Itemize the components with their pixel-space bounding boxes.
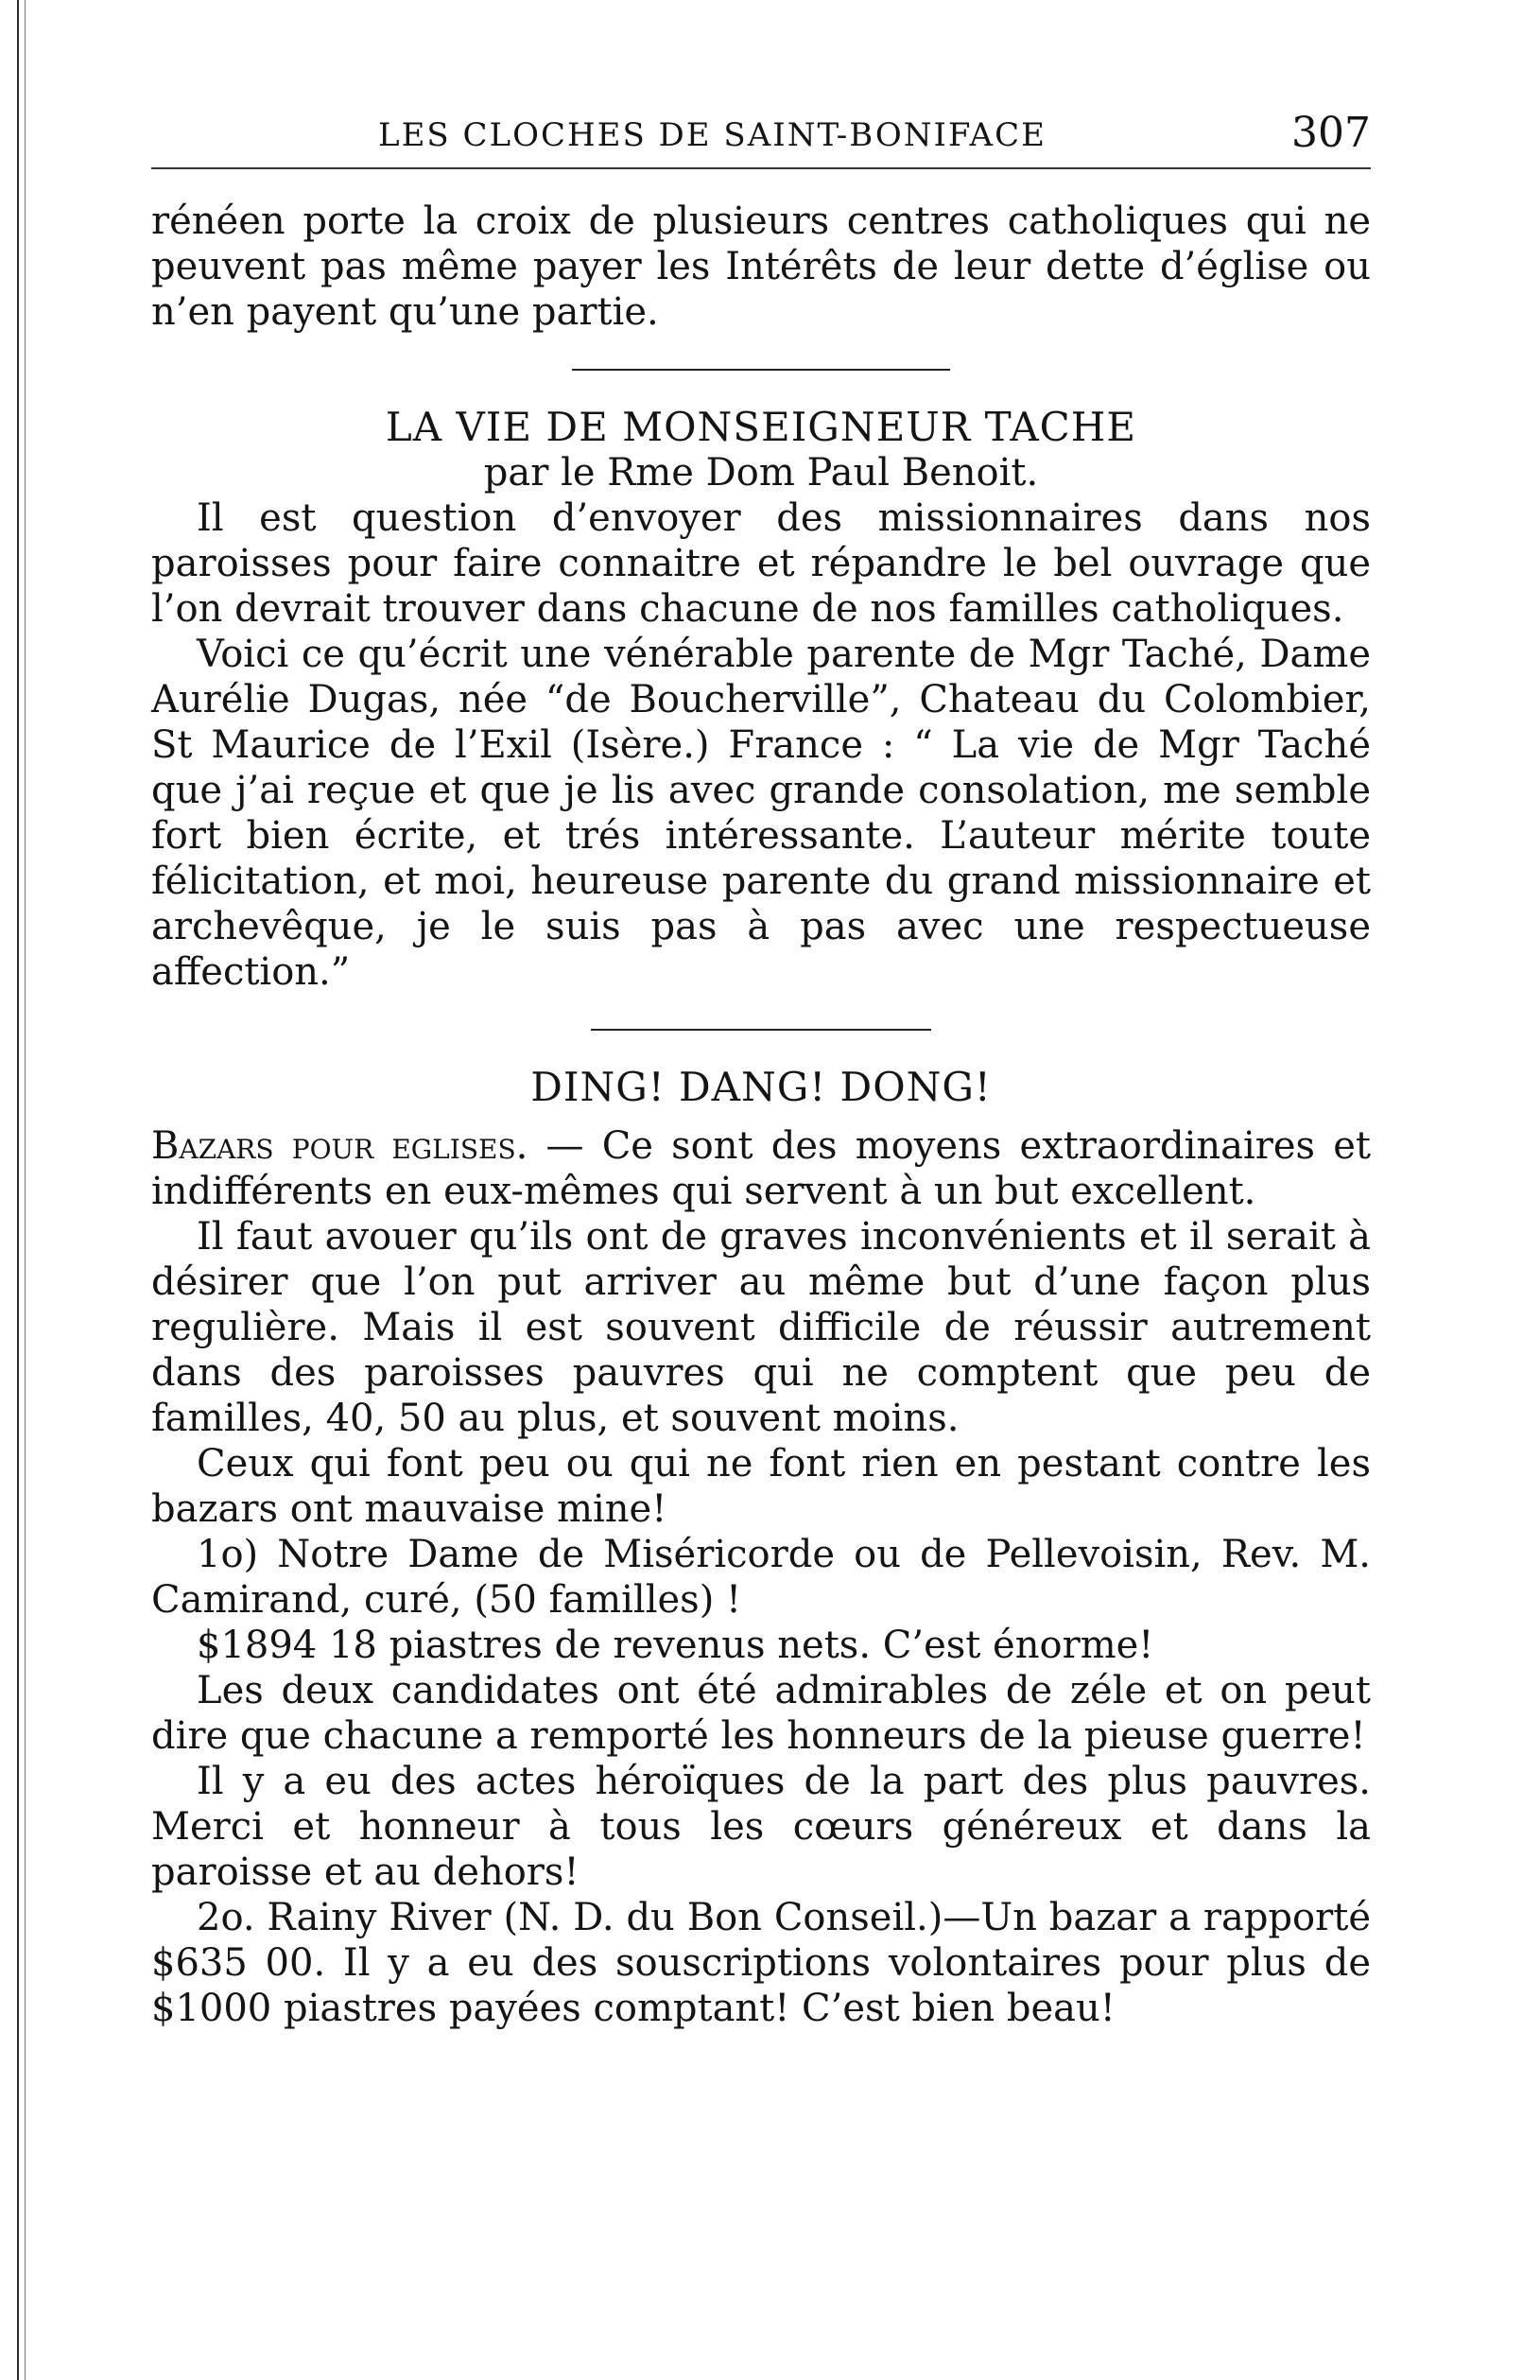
section-divider bbox=[591, 1029, 931, 1031]
body-text bbox=[151, 199, 1371, 2031]
section-divider bbox=[572, 369, 950, 371]
paragraph-bazars bbox=[151, 1123, 1371, 1214]
paragraph: Ceux qui font peu ou qui ne font rien en pestant contre les bazars ont mauvaise mine! bbox=[151, 1442, 1371, 1531]
paragraph: Les deux candidates ont été admirables de zéle et on peut dire que chacune a remporté les honneurs de la pieuse guerre! bbox=[151, 1669, 1371, 1758]
page-number: 307 bbox=[1291, 109, 1371, 157]
continued-paragraph: rénéen porte la croix de plusieurs centres catholiques qui ne peuvent pas même payer les Intérêts de leur dette d’église ou n’en payent qu’une partie. bbox=[151, 200, 1371, 334]
paragraph: Voici ce qu’écrit une vénérable parente de Mgr Taché, Dame Aurélie Dugas, née “de Boucherville”, Chateau du Colombier, St Maurice de l’Exil (Isère.) France : “ La vie de Mgr Taché que j’ai reçue et que je lis avec grande consolation, me semble fort bien écrite, et trés intéressante. L’auteur mérite toute félicitation, et moi, heureuse parente du grand missionnaire et archevêque, je le suis pas à pas avec une respectueuse affection.” bbox=[151, 633, 1371, 994]
paragraph: 2o. Rainy River (N. D. du Bon Conseil.)—Un bazar a rapporté $635 00. Il y a eu des souscriptions volontaires pour plus de $1000 piastres payées comptant! C’est bien beau! bbox=[151, 1896, 1371, 2030]
section-byline: par le Rme Dom Paul Benoit. bbox=[483, 451, 1039, 495]
lead-small-caps: Bazars pour eglises. bbox=[151, 1124, 528, 1168]
paragraph: Il est question d’envoyer des missionnaires dans nos paroisses pour faire connaitre et répandre le bel ouvrage que l’on devrait trouver dans chacune de nos familles catholiques. bbox=[151, 496, 1371, 631]
paragraph: Il y a eu des actes héroïques de la part des plus pauvres. Merci et honneur à tous les cœurs généreux et dans la paroisse et au dehors! bbox=[151, 1760, 1371, 1894]
section-title-vie-tache: LA VIE DE MONSEIGNEUR TACHE bbox=[385, 404, 1137, 450]
header-rule bbox=[151, 167, 1371, 169]
section-title-ding-dang-dong: DING! DANG! DONG! bbox=[530, 1064, 992, 1110]
page-binding-edge-inner bbox=[25, 0, 26, 2380]
paragraph: 1o) Notre Dame de Miséricorde ou de Pellevoisin, Rev. M. Camirand, curé, (50 familles) ! bbox=[151, 1533, 1371, 1622]
page-header bbox=[151, 109, 1371, 175]
paragraph-text: — Ce sont des moyens extraordinaires et indifférents en eux-mêmes qui servent à un but excellent. bbox=[151, 1124, 1372, 1213]
running-title: LES CLOCHES DE SAINT-BONIFACE bbox=[378, 116, 1047, 154]
page-binding-edge bbox=[17, 0, 19, 2380]
paragraph: Il faut avouer qu’ils ont de graves inconvénients et il serait à désirer que l’on put arriver au même but d’une façon plus regulière. Mais il est souvent difficile de réussir autrement dans des paroisses pauvres qui ne comptent que peu de familles, 40, 50 au plus, et souvent moins. bbox=[151, 1215, 1371, 1440]
paragraph: $1894 18 piastres de revenus nets. C’est énorme! bbox=[197, 1624, 1154, 1667]
